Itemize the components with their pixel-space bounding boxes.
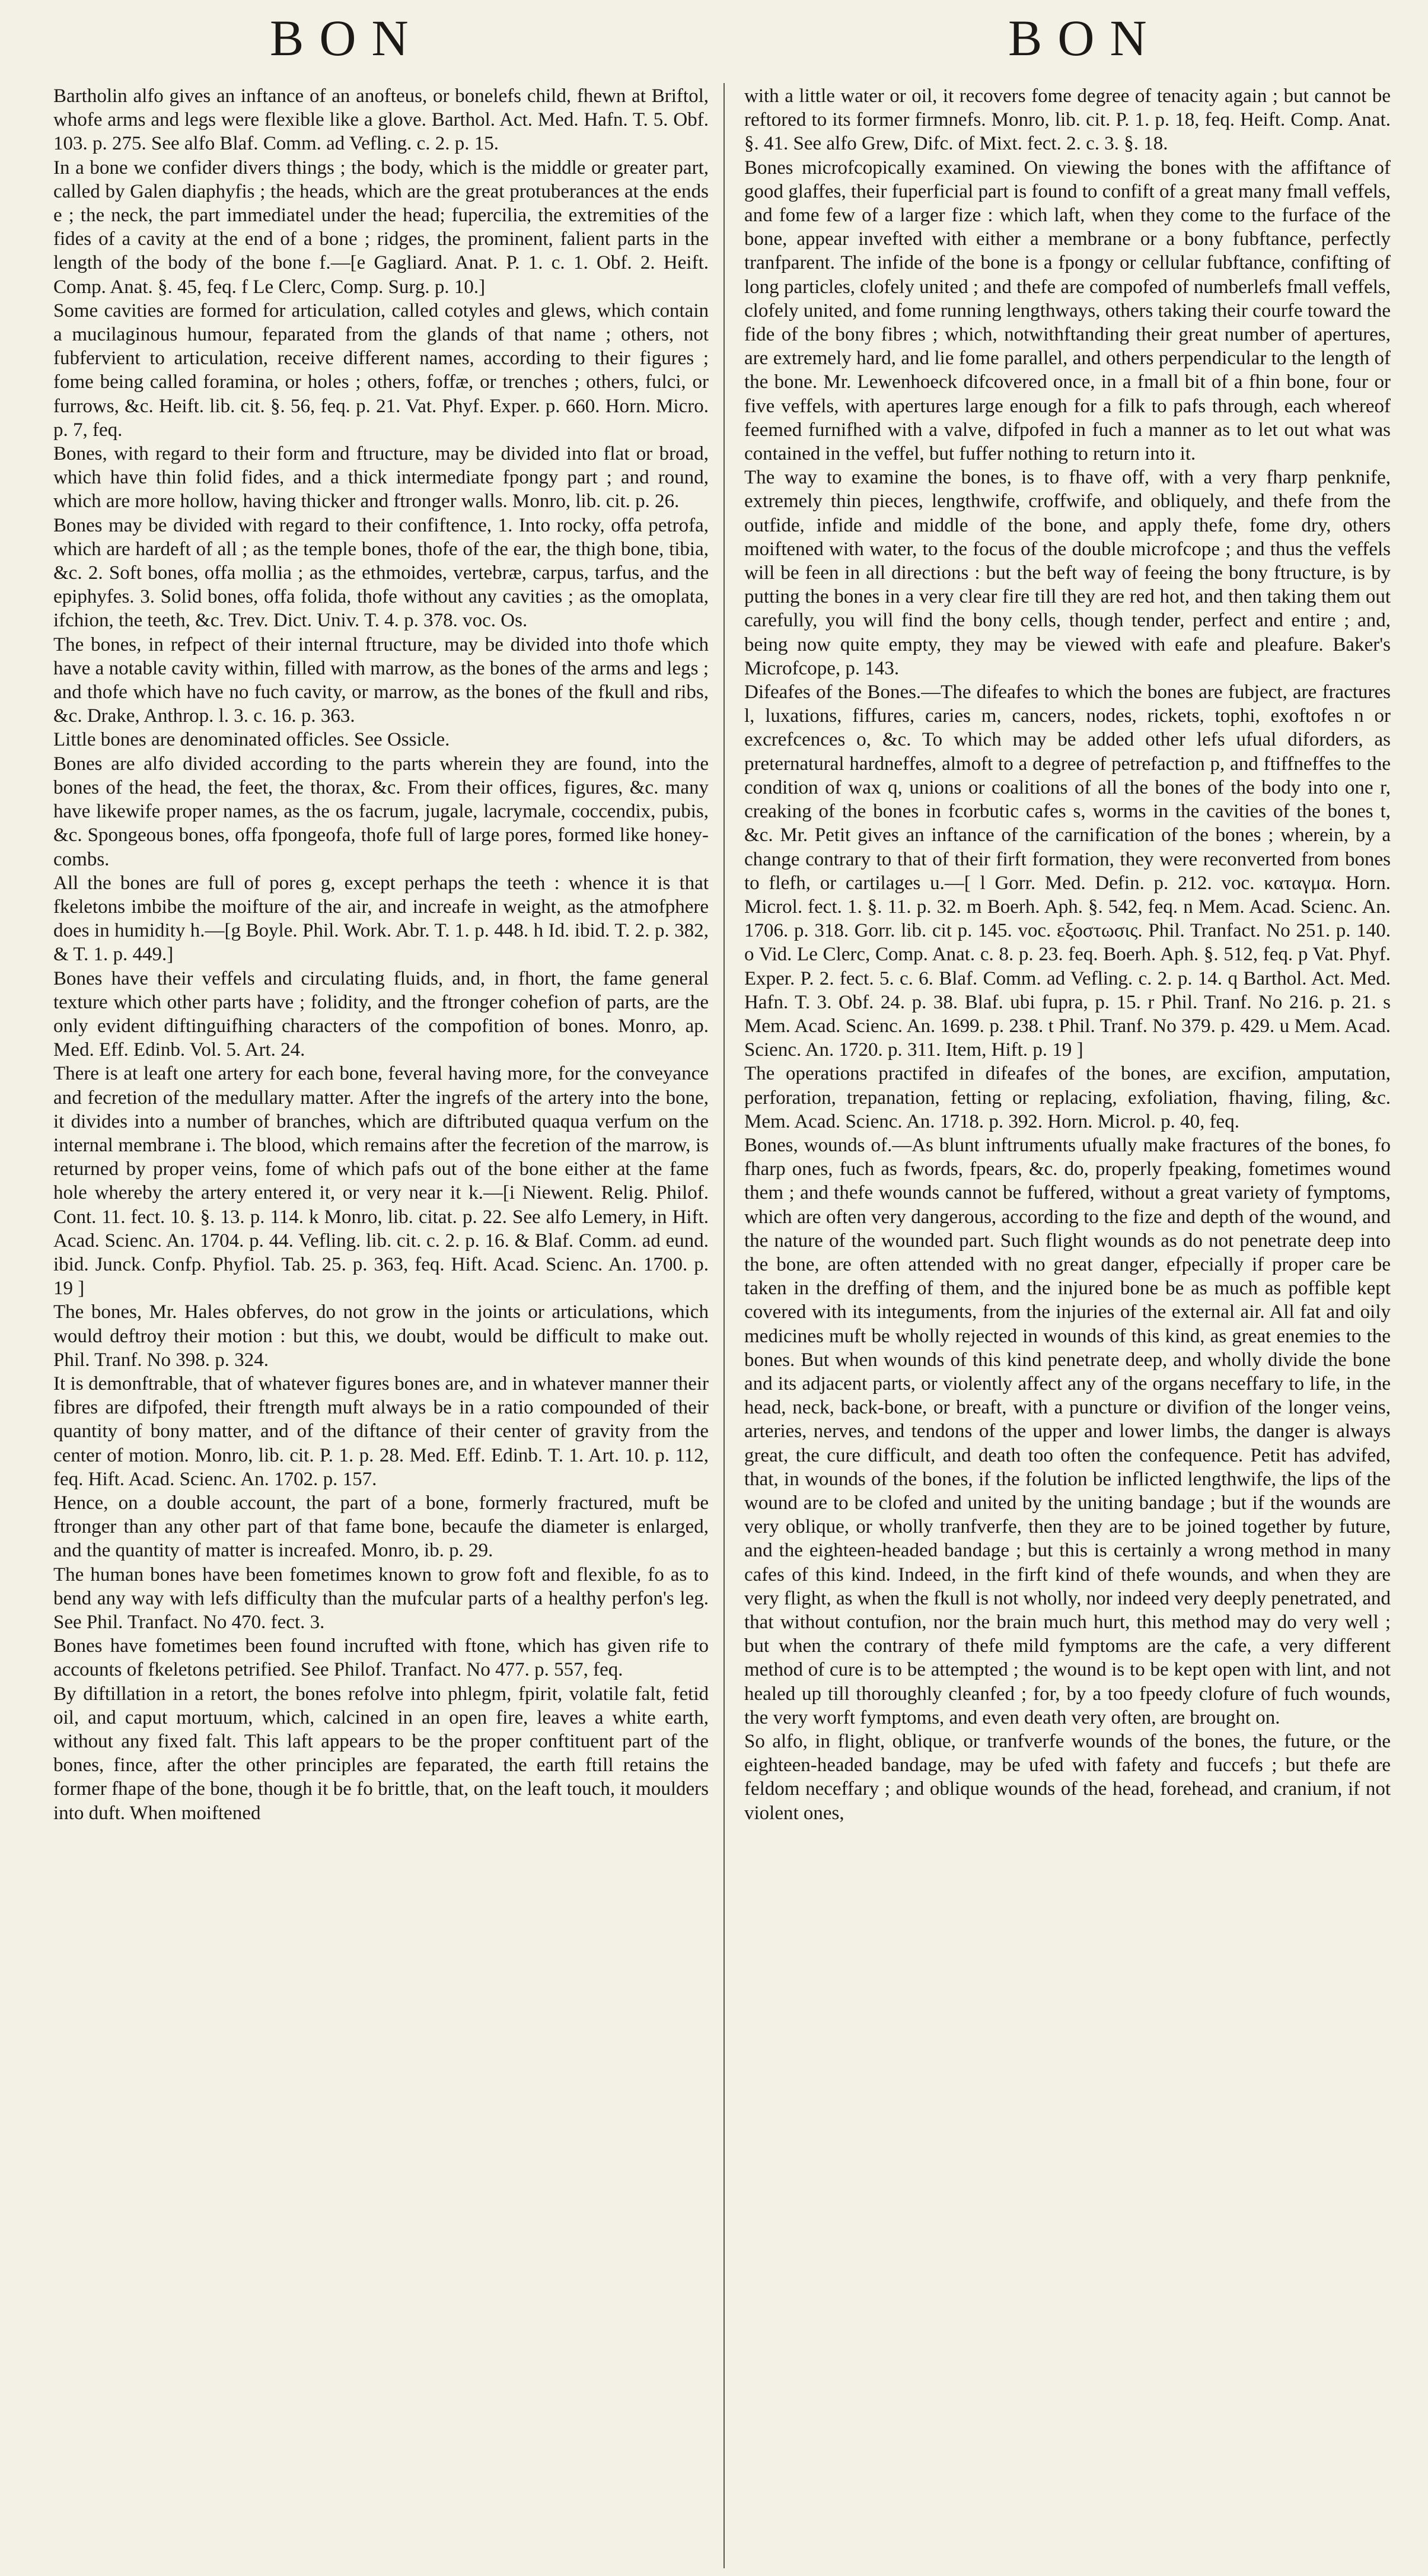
- paragraph: Difeafes of the Bones.—The difeafes to which the bones are fubject, are fractures l, luxations, fiffures, caries m, cancers, nodes, rickets, tophi, exoftofes n or excrefcences o, &c. To which may be added other lefs ufual diforders, as preternatural hardneffes, almoft to a degree of petrefaction p, and ftiffneffes to the condition of wax q, unions or coalitions of all the bones of the body into one r, creaking of the bones in fcorbutic cafes s, worms in the cavities of the bones t, &c. Mr. Petit gives an inftance of the carnification of the bones ; wherein, by a change contrary to that of their firft formation, they were reconverted from bones to flefh, or cartilages u.—[ l Gorr. Med. Defin. p. 212. voc. καταγμα. Horn. Microl. fect. 1. §. 11. p. 32. m Boerh. Aph. §. 542, feq. n Mem. Acad. Scienc. An. 1706. p. 318. Gorr. lib. cit p. 145. voc. εξοστωσις. Phil. Tranfact. No 251. p. 140. o Vid. Le Clerc, Comp. Anat. c. 8. p. 23. feq. Boerh. Aph. §. 512, feq. p Vat. Phyf. Exper. P. 2. fect. 5. c. 6. Blaf. Comm. ad Vefling. c. 2. p. 14. q Barthol. Act. Med. Hafn. T. 3. Obf. 24. p. 38. Blaf. ubi fupra, p. 15. r Phil. Tranf. No 216. p. 21. s Mem. Acad. Scienc. An. 1699. p. 238. t Phil. Tranf. No 379. p. 429. u Mem. Acad. Scienc. An. 1720. p. 311. Item, Hift. p. 19 ]: [744, 682, 1391, 1061]
- paragraph: Little bones are denominated officles. See Ossicle.: [53, 729, 450, 751]
- paragraph: Bones have their veffels and circulating fluids, and, in fhort, the fame general texture which other parts have ; folidity, and the ftronger cohefion of parts, are the only evident diftinguifhing characters of the compofition of bones. Monro, ap. Med. Eff. Edinb. Vol. 5. Art. 24.: [53, 967, 709, 1061]
- paragraph: Bones microfcopically examined. On viewing the bones with the affiftance of good glaffes, their fuperficial part is found to confift of a great many fmall veffels, and fome few of a larger fize : which laft, when they come to the furface of the bone, appear invefted with either a membrane or a bony fubftance, perfectly tranfparent. The infide of the bone is a fpongy or cellular fubftance, confifting of long particles, clofely united ; and thefe are compofed of numberlefs fmall veffels, clofely united, and fome running lengthways, others taking their courfe toward the fide of the bony fibres ; which, notwithftanding their great number of apertures, are extremely hard, and lie fome parallel, and others perpendicular to the length of the bone. Mr. Lewenhoeck difcovered once, in a fmall bit of a fhin bone, four or five veffels, with apertures large enough for a filk to pafs through, each whereof feemed furnifhed with a valve, difpofed in fuch a manner as to let out what was contained in the veffel, but fuffer nothing to return into it.: [744, 157, 1391, 465]
- paragraph: By diftillation in a retort, the bones refolve into phlegm, fpirit, volatile falt, fetid oil, and caput mortuum, which, calcined in an open fire, leaves a white earth, without any fixed falt. This laft appears to be the proper conftituent part of the bones, fince, after the other principles are feparated, the earth ftill retains the former fhape of the bone, though it be fo brittle, that, on the leaft touch, it moulders into duft. When moiftened: [53, 1683, 709, 1824]
- paragraph: The human bones have been fometimes known to grow foft and flexible, fo as to bend any way with lefs difficulty than the mufcular parts of a healthy perfon's leg. See Phil. Tranfact. No 470. fect. 3.: [53, 1564, 709, 1633]
- running-head-left: BON: [270, 9, 424, 66]
- running-head-right: BON: [1008, 9, 1162, 66]
- paragraph: The operations practifed in difeafes of the bones, are excifion, amputation, perforation, trepanation, fetting or replacing, exfoliation, fhaving, filing, &c. Mem. Acad. Scienc. An. 1718. p. 392. Horn. Microl. p. 40, feq.: [744, 1063, 1391, 1132]
- paragraph: The bones, in refpect of their internal ftructure, may be divided into thofe which have a notable cavity within, filled with marrow, as the bones of the arms and legs ; and thofe which have no fuch cavity, or marrow, as the bones of the fkull and ribs, &c. Drake, Anthrop. l. 3. c. 16. p. 363.: [53, 633, 709, 727]
- paragraph: In a bone we confider divers things ; the body, which is the middle or greater part, called by Galen diaphyfis ; the heads, which are the great protuberances at the ends e ; the neck, the part immediatel under the head; fupercilia, the extremities of the fides of a cavity at the end of a bone ; ridges, the prominent, falient parts in the length of the body of the bone f.—[e Gagliard. Anat. P. 1. c. 1. Obf. 2. Heift. Comp. Anat. §. 45, feq. f Le Clerc, Comp. Surg. p. 10.]: [53, 157, 709, 298]
- right-column: [744, 84, 1391, 1825]
- column-divider: [723, 83, 725, 2568]
- paragraph: Bartholin alfo gives an inftance of an anofteus, or bonelefs child, fhewn at Briftol, whofe arms and legs were flexible like a glove. Barthol. Act. Med. Hafn. T. 5. Obf. 103. p. 275. See alfo Blaf. Comm. ad Vefling. c. 2. p. 15.: [53, 85, 709, 155]
- paragraph: The bones, Mr. Hales obferves, do not grow in the joints or articulations, which would deftroy their motion : but this, we doubt, would be difficult to make out. Phil. Tranf. No 398. p. 324.: [53, 1301, 709, 1371]
- paragraph: So alfo, in flight, oblique, or tranfverfe wounds of the bones, the future, or the eighteen-headed bandage, may be ufed with fafety and fuccefs ; but thefe are feldom neceffary ; and oblique wounds of the head, forehead, and cranium, if not violent ones,: [744, 1731, 1391, 1824]
- paragraph: Bones may be divided with regard to their confiftence, 1. Into rocky, offa petrofa, which are hardeft of all ; as the temple bones, thofe of the ear, the thigh bone, tibia, &c. 2. Soft bones, offa mollia ; as the ethmoides, vertebræ, carpus, tarfus, and the epiphyfes. 3. Solid bones, offa folida, thofe without any cavities ; as the omoplata, ifchion, the teeth, &c. Trev. Dict. Univ. T. 4. p. 378. voc. Os.: [53, 514, 709, 632]
- paragraph: Bones are alfo divided according to the parts wherein they are found, into the bones of the head, the feet, the thorax, &c. From their offices, figures, &c. many have likewife proper names, as the os facrum, jugale, lacrymale, coccendix, pubis, &c. Spongeous bones, offa fpongeofa, thofe full of large pores, formed like honey-combs.: [53, 753, 709, 870]
- paragraph: Bones, with regard to their form and ftructure, may be divided into flat or broad, which have thin folid fides, and a thick intermediate fpongy part ; and round, which are more hollow, having thicker and ftronger walls. Monro, lib. cit. p. 26.: [53, 443, 709, 512]
- paragraph: There is at leaft one artery for each bone, feveral having more, for the conveyance and fecretion of the medullary matter. After the ingrefs of the artery into the bone, it divides into a number of branches, which are diftributed quaqua verfum on the internal membrane i. The blood, which remains after the fecretion of the marrow, is returned by proper veins, fome of which pafs out of the bone either at the fame hole whereby the artery entered it, or very near it k.—[i Niewent. Relig. Philof. Cont. 11. fect. 10. §. 13. p. 114. k Monro, lib. citat. p. 22. See alfo Lemery, in Hift. Acad. Scienc. An. 1704. p. 44. Vefling. lib. cit. c. 2. p. 16. & Blaf. Comm. ad eund. ibid. Junck. Confp. Phyfiol. Tab. 25. p. 363, feq. Hift. Acad. Scienc. An. 1700. p. 19 ]: [53, 1063, 709, 1300]
- left-column: [53, 84, 709, 1825]
- paragraph: Hence, on a double account, the part of a bone, formerly fractured, muft be ftronger than any other part of that fame bone, becaufe the diameter is enlarged, and the quantity of matter is increafed. Monro, ib. p. 29.: [53, 1492, 709, 1562]
- paragraph: Bones have fometimes been found incrufted with ftone, which has given rife to accounts of fkeletons petrified. See Philof. Tranfact. No 477. p. 557, feq.: [53, 1635, 709, 1681]
- paragraph: It is demonftrable, that of whatever figures bones are, and in whatever manner their fibres are difpofed, their ftrength muft always be in a ratio compounded of their quantity of bony matter, and of the diftance of their center of gravity from the center of motion. Monro, lib. cit. P. 1. p. 28. Med. Eff. Edinb. T. 1. Art. 10. p. 112, feq. Hift. Acad. Scienc. An. 1702. p. 157.: [53, 1373, 709, 1490]
- paragraph: All the bones are full of pores g, except perhaps the teeth : whence it is that fkeletons imbibe the moifture of the air, and increafe in weight, as the atmofphere does in humidity h.—[g Boyle. Phil. Work. Abr. T. 1. p. 448. h Id. ibid. T. 2. p. 382, & T. 1. p. 449.]: [53, 872, 709, 966]
- paragraph: Some cavities are formed for articulation, called cotyles and glews, which contain a mucilaginous humour, feparated from the glands of that name ; others, not fubfervient to articulation, receive different names, according to their figures ; fome being called foramina, or holes ; others, foffæ, or trenches ; others, fulci, or furrows, &c. Heift. lib. cit. §. 56, feq. p. 21. Vat. Phyf. Exper. p. 660. Horn. Micro. p. 7, feq.: [53, 300, 709, 441]
- paragraph: Bones, wounds of.—As blunt inftruments ufually make fractures of the bones, fo fharp ones, fuch as fwords, fpears, &c. do, properly fpeaking, fometimes wound them ; and thefe wounds cannot be fuffered, without a great variety of fymptoms, which are often very dangerous, according to the fize and depth of the wound, and the nature of the wounded part. Such flight wounds as do not penetrate deep into the bone, are often attended with no great danger, efpecially if proper care be taken in the dreffing of them, and the injured bone be as much as poffible kept covered with its integuments, from the injuries of the external air. All fat and oily medicines muft be wholly rejected in wounds of this kind, as great enemies to the bones. But when wounds of this kind penetrate deep, and wholly divide the bone and its adjacent parts, or violently affect any of the organs neceffary to life, in the head, neck, back-bone, or breaft, with a puncture or divifion of the longer veins, arteries, nerves, and tendons of the upper and lower limbs, the danger is always great, the cure difficult, and death too often the confequence. Petit has advifed, that, in wounds of the bones, if the folution be inflicted lengthwife, the lips of the wound are to be clofed and united by the uniting bandage ; but if the wounds are very oblique, or wholly tranfverfe, then they are to be joined together by future, and the eighteen-headed bandage ; but this is certainly a wrong method in many cafes of this kind. Indeed, in the firft kind of thefe wounds, and when they are very flight, as when the fkull is not wholly, nor indeed very deeply penetrated, and that without contufion, nor the brain much hurt, this method may do very well ; but when the contrary of thefe mild fymptoms are the cafe, a very different method of cure is to be attempted ; the wound is to be kept open with lint, and not healed up till thoroughly cleanfed ; for, by a too fpeedy clofure of fuch wounds, the very worft fymptoms, and even death very often, are brought on.: [744, 1134, 1391, 1728]
- paragraph: with a little water or oil, it recovers fome degree of tenacity again ; but cannot be reftored to its former firmnefs. Monro, lib. cit. P. 1. p. 18, feq. Heift. Comp. Anat. §. 41. See alfo Grew, Difc. of Mixt. fect. 2. c. 3. §. 18.: [744, 85, 1391, 155]
- paragraph: The way to examine the bones, is to fhave off, with a very fharp penknife, extremely thin pieces, lengthwife, croffwife, and obliquely, and thefe from the outfide, infide and middle of the bone, and apply thefe, fome dry, others moiftened with water, to the focus of the double microfcope ; and thus the veffels will be feen in all directions : but the beft way of feeing the bony ftructure, is by putting the bones in a very clear fire till they are red hot, and then taking them out carefully, you will find the bony cells, though tender, perfect and entire ; and, being now quite empty, they may be viewed with eafe and pleafure. Baker's Microfcope, p. 143.: [744, 467, 1391, 679]
